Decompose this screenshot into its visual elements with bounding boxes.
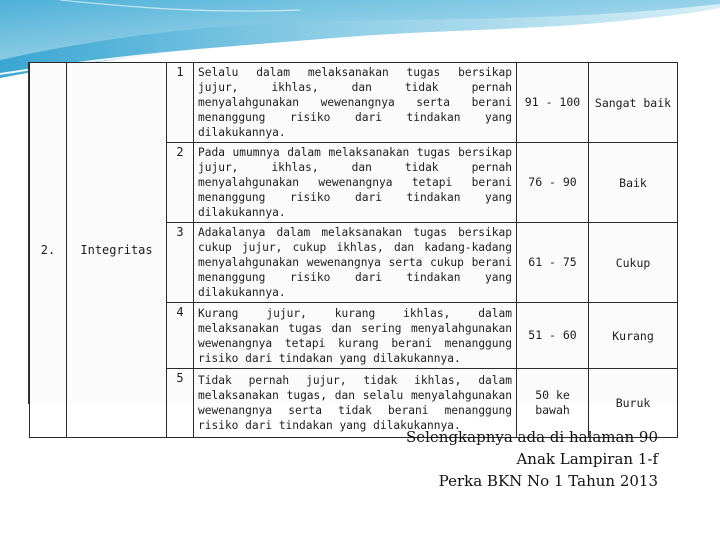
aspect-name: Integritas xyxy=(67,63,167,438)
integrity-rating-table xyxy=(29,62,678,438)
scanned-table-image xyxy=(28,62,677,432)
aspect-number: 2. xyxy=(30,63,67,438)
reference-note xyxy=(406,426,658,492)
row-description: Tidak pernah jujur, tidak ikhlas, dalam melaksanakan tugas, dan selalu menyalahgunakan wewenangnya serta tidak berani menanggung risiko dari tindakan yang dilakukannya. xyxy=(194,369,517,438)
row-score-range: 61 - 75 xyxy=(517,223,589,303)
row-index: 2 xyxy=(167,143,194,223)
row-index: 1 xyxy=(167,63,194,143)
row-grade: Baik xyxy=(589,143,678,223)
row-index: 5 xyxy=(167,369,194,438)
reference-line-regulation: Perka BKN No 1 Tahun 2013 xyxy=(438,472,658,490)
row-grade: Cukup xyxy=(589,223,678,303)
row-grade: Buruk xyxy=(589,369,678,438)
row-score-range: 76 - 90 xyxy=(517,143,589,223)
row-description: Kurang jujur, kurang ikhlas, dalam melaksanakan tugas dan sering menyalahgunakan wewenangnya tetapi kurang berani menanggung risiko dari tindakan yang dilakukannya. xyxy=(194,303,517,369)
table-row xyxy=(30,63,678,143)
row-description: Selalu dalam melaksanakan tugas bersikap jujur, ikhlas, dan tidak pernah menyalahgunakan wewenangnya serta berani menanggung risiko dari tindakan yang dilakukannya. xyxy=(194,63,517,143)
reference-line-page: Selengkapnya ada di halaman 90 xyxy=(405,428,658,446)
row-index: 3 xyxy=(167,223,194,303)
row-score-range: 91 - 100 xyxy=(517,63,589,143)
row-grade: Sangat baik xyxy=(589,63,678,143)
row-score-range: 51 - 60 xyxy=(517,303,589,369)
row-index: 4 xyxy=(167,303,194,369)
row-grade: Kurang xyxy=(589,303,678,369)
row-score-range: 50 ke bawah xyxy=(517,369,589,438)
row-description: Pada umumnya dalam melaksanakan tugas bersikap jujur, ikhlas, dan tidak pernah menyalahgunakan wewenangnya tetapi berani menanggung risiko dari tindakan yang dilakukannya. xyxy=(194,143,517,223)
reference-line-attachment: Anak Lampiran 1-f xyxy=(516,450,658,468)
row-description: Adakalanya dalam melaksanakan tugas bersikap cukup jujur, cukup ikhlas, dan kadang-kadang menyalahgunakan wewenangnya serta cukup berani menanggung risiko dari tindakan yang dilakukannya. xyxy=(194,223,517,303)
